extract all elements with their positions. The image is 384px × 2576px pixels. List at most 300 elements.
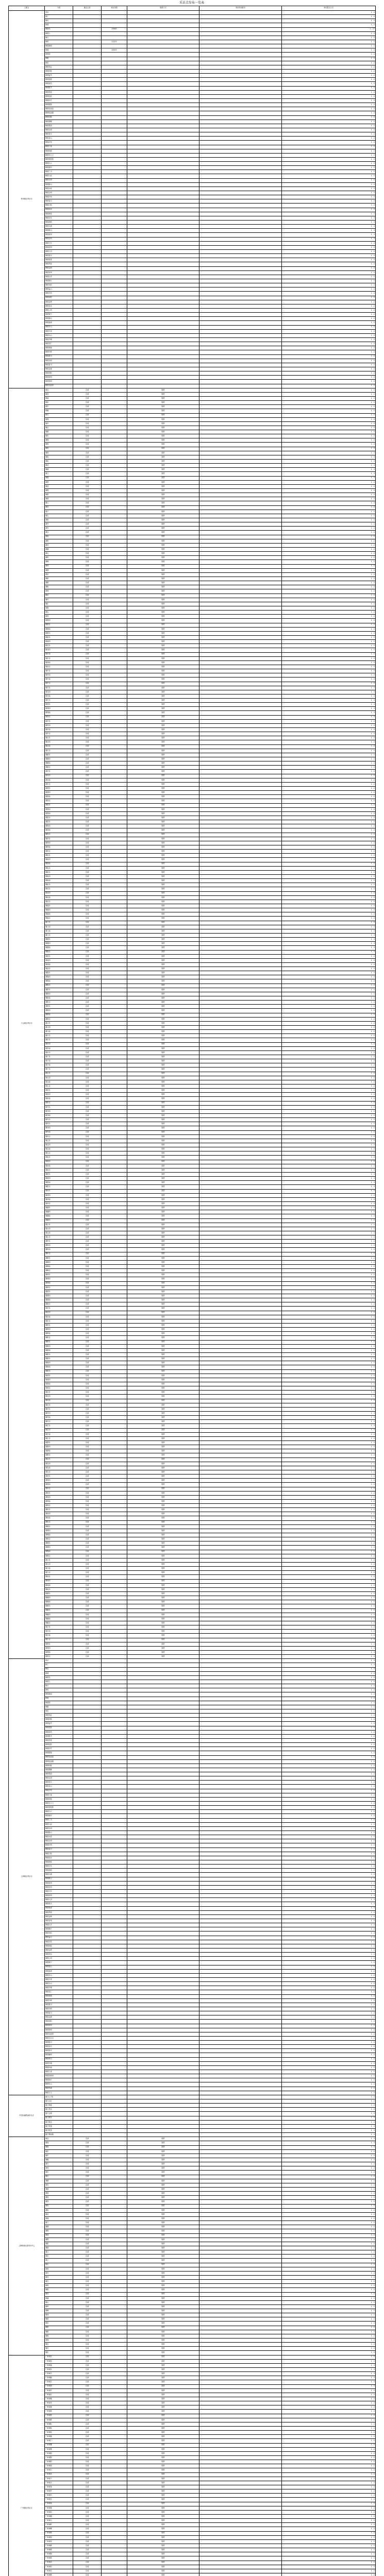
table-cell: 总部 <box>73 879 102 883</box>
cell-name: 城花西 <box>45 1311 73 1315</box>
table-cell <box>127 128 199 132</box>
table-cell: 1、2 <box>282 2317 376 2321</box>
table-cell <box>102 883 127 887</box>
table-cell <box>102 149 127 153</box>
table-cell <box>199 1684 282 1688</box>
table-cell: 1、2 <box>282 2380 376 2384</box>
table-cell <box>199 1550 282 1554</box>
table-cell: 总部 <box>73 1432 102 1436</box>
cell-name: 城边 <box>45 2280 73 2284</box>
table-cell: 期货 <box>127 405 199 409</box>
table-cell: 期货 <box>127 799 199 803</box>
table-cell <box>102 2414 127 2418</box>
cell-name: 城林 <box>45 2313 73 2317</box>
table-row <box>9 1332 376 1336</box>
table-cell <box>127 2045 199 2049</box>
table-cell <box>102 1600 127 1604</box>
table-cell: 总部 <box>73 2326 102 2330</box>
cell-name: 韩剧 <box>45 57 73 61</box>
table-row <box>9 208 376 212</box>
table-cell <box>199 820 282 824</box>
table-cell: 期货 <box>127 866 199 870</box>
table-cell: 1、2 <box>282 1466 376 1470</box>
table-row <box>9 1307 376 1311</box>
cell-name: 韩国留学 <box>45 1722 73 1726</box>
table-row <box>9 2519 376 2523</box>
table-cell: 总部 <box>73 2284 102 2288</box>
table-row <box>9 514 376 518</box>
table-cell: 期货 <box>127 1168 199 1172</box>
table-cell <box>102 2397 127 2401</box>
table-cell <box>102 1034 127 1038</box>
cell-name: 城固 <box>45 497 73 501</box>
table-cell <box>199 1067 282 1072</box>
table-cell: 1、2 <box>282 2112 376 2116</box>
table-cell <box>127 333 199 337</box>
table-cell: 总部 <box>73 1508 102 1512</box>
table-cell: 总部 <box>73 811 102 816</box>
table-cell <box>102 1403 127 1407</box>
table-cell: 总部 <box>73 417 102 421</box>
table-cell <box>199 354 282 359</box>
table-cell <box>73 1839 102 1843</box>
table-cell <box>102 1772 127 1776</box>
table-cell <box>199 480 282 484</box>
cell-name: 城阳 <box>45 2242 73 2246</box>
table-cell: 总部 <box>73 514 102 518</box>
table-cell <box>102 707 127 711</box>
table-row <box>9 1655 376 1659</box>
table-row <box>9 182 376 187</box>
table-cell: 期货 <box>127 1344 199 1348</box>
table-cell <box>102 2028 127 2032</box>
table-cell <box>199 719 282 723</box>
table-cell: 1、2 <box>282 472 376 476</box>
table-cell: 期货 <box>127 438 199 443</box>
table-cell <box>73 1902 102 1906</box>
table-cell: 总部 <box>73 1046 102 1050</box>
table-cell: 总部 <box>73 1302 102 1307</box>
table-cell: 1、2 <box>282 665 376 669</box>
table-cell: 1、2 <box>282 170 376 174</box>
table-cell <box>102 2158 127 2162</box>
table-cell <box>102 2162 127 2166</box>
table-cell: 期货 <box>127 522 199 527</box>
table-cell: 1、2 <box>282 703 376 707</box>
table-cell <box>199 401 282 405</box>
table-cell <box>199 1571 282 1575</box>
table-cell: 期货 <box>127 2225 199 2229</box>
table-cell: 总部 <box>73 2233 102 2238</box>
table-cell: 1、2 <box>282 862 376 866</box>
table-cell <box>127 1814 199 1818</box>
table-cell <box>199 2514 282 2518</box>
table-cell <box>102 2149 127 2154</box>
cell-name: 城峰 <box>45 2309 73 2313</box>
table-row <box>9 2032 376 2036</box>
table-cell <box>102 2137 127 2141</box>
table-row <box>9 929 376 933</box>
table-cell: 总部 <box>73 958 102 962</box>
cell-name: 城楼北 <box>45 950 73 954</box>
table-cell: 1、2 <box>282 2041 376 2045</box>
table-cell <box>102 1214 127 1218</box>
table-cell: 总部 <box>73 2418 102 2422</box>
table-cell: 总部 <box>73 933 102 937</box>
table-cell <box>73 2099 102 2104</box>
table-cell <box>127 1714 199 1718</box>
table-row <box>9 124 376 128</box>
cell-name: 韩国浦项 <box>45 221 73 225</box>
table-cell: 总部 <box>73 2162 102 2166</box>
cell-name: 城阳西 <box>45 992 73 996</box>
table-row <box>9 1218 376 1223</box>
table-row <box>9 1214 376 1218</box>
table-cell: 1、2 <box>282 262 376 266</box>
table-cell: 总部 <box>73 1021 102 1025</box>
table-cell: 1、2 <box>282 2494 376 2498</box>
table-cell: 1、2 <box>282 1113 376 1117</box>
table-cell <box>102 283 127 287</box>
table-cell: 总部 <box>73 2137 102 2141</box>
cell-name: 韩国华城 <box>45 1986 73 1990</box>
table-cell: 1、2 <box>282 577 376 581</box>
table-cell <box>102 1231 127 1235</box>
table-cell: 1、2 <box>282 2304 376 2309</box>
table-cell: 期货 <box>127 1005 199 1009</box>
table-row <box>9 2502 376 2506</box>
table-cell <box>102 1927 127 1931</box>
table-cell <box>127 141 199 145</box>
table-cell <box>73 2065 102 2070</box>
table-cell: 期货 <box>127 992 199 996</box>
table-cell: 1、2 <box>282 1097 376 1101</box>
table-cell: 1、2 <box>282 1923 376 1927</box>
table-cell: 1、2 <box>282 2326 376 2330</box>
table-cell: 1、2 <box>282 111 376 115</box>
table-cell: 1、2 <box>282 2435 376 2439</box>
table-row <box>9 2376 376 2380</box>
table-row <box>9 1919 376 1923</box>
table-cell: 期货 <box>127 2238 199 2242</box>
table-cell: 1、2 <box>282 1105 376 1109</box>
table-cell <box>73 1705 102 1709</box>
table-cell <box>127 233 199 237</box>
table-cell: 期货 <box>127 1575 199 1579</box>
table-row <box>9 354 376 359</box>
table-row <box>9 1499 376 1503</box>
table-cell <box>73 170 102 174</box>
table-cell <box>102 816 127 820</box>
table-cell <box>127 371 199 376</box>
table-cell <box>199 421 282 426</box>
table-row <box>9 1508 376 1512</box>
table-cell <box>102 204 127 208</box>
table-cell <box>102 208 127 212</box>
table-cell: 1、2 <box>282 476 376 480</box>
table-cell: 期货 <box>127 979 199 984</box>
table-cell: 期货 <box>127 656 199 660</box>
table-cell <box>102 44 127 48</box>
table-cell <box>102 803 127 807</box>
table-cell: 1、2 <box>282 2443 376 2447</box>
table-row <box>9 1361 376 1365</box>
table-cell: 1、2 <box>282 946 376 950</box>
table-cell <box>199 1332 282 1336</box>
table-cell: 期货 <box>127 1646 199 1650</box>
table-cell <box>199 1298 282 1302</box>
table-cell <box>199 984 282 988</box>
table-cell: 总部 <box>73 2569 102 2573</box>
table-row <box>9 833 376 837</box>
cell-name: 韩国东大门 <box>45 1802 73 1806</box>
table-cell: 1、2 <box>282 1898 376 1902</box>
table-cell <box>73 1659 102 1663</box>
table-cell: 期货 <box>127 2368 199 2372</box>
table-cell <box>199 1743 282 1747</box>
cell-name: 城郊东 <box>45 703 73 707</box>
table-row <box>9 2192 376 2196</box>
table-cell: 总部 <box>73 669 102 673</box>
cell-name: 城站 <box>45 2212 73 2216</box>
table-cell <box>127 237 199 241</box>
cell-name: 城村东 <box>45 1407 73 1411</box>
table-cell <box>102 938 127 942</box>
cell-name: 城铁 <box>45 451 73 455</box>
table-cell: 1、2 <box>282 1642 376 1646</box>
table-cell: 1、2 <box>282 2422 376 2426</box>
table-cell <box>102 2061 127 2065</box>
table-row <box>9 2355 376 2359</box>
table-cell <box>199 1265 282 1269</box>
table-cell <box>127 287 199 292</box>
table-row <box>9 376 376 380</box>
table-cell <box>102 2313 127 2317</box>
table-row <box>9 2304 376 2309</box>
table-cell <box>199 1575 282 1579</box>
cell-name: 采访 <box>45 11 73 15</box>
table-cell: 1、2 <box>282 187 376 191</box>
table-cell <box>199 15 282 19</box>
table-cell <box>199 1214 282 1218</box>
table-cell: 1、2 <box>282 2359 376 2363</box>
table-cell <box>73 1768 102 1772</box>
table-row <box>9 883 376 887</box>
table-cell: 1、2 <box>282 564 376 568</box>
table-cell <box>102 996 127 1001</box>
table-cell: 期货 <box>127 2443 199 2447</box>
cell-name: 韩国偶像 <box>45 120 73 124</box>
table-cell: 1、2 <box>282 1067 376 1072</box>
table-cell: 总部 <box>73 460 102 464</box>
cell-name: 城堞东 <box>45 1541 73 1546</box>
table-cell <box>102 1646 127 1650</box>
table-cell: 1、2 <box>282 820 376 824</box>
cell-name: 韩国先 <box>45 1675 73 1680</box>
table-cell <box>199 1600 282 1604</box>
table-cell <box>199 967 282 971</box>
table-cell <box>102 2447 127 2451</box>
table-cell: 1、2 <box>282 791 376 795</box>
table-cell <box>199 1436 282 1440</box>
table-cell: 期货 <box>127 891 199 895</box>
table-cell: 1、2 <box>282 1818 376 1822</box>
table-cell <box>199 1554 282 1558</box>
table-cell <box>102 53 127 57</box>
table-cell <box>199 1764 282 1768</box>
table-cell <box>102 2489 127 2494</box>
table-cell: 1、2 <box>282 1168 376 1172</box>
table-row <box>9 962 376 967</box>
cell-name: 韩国瑞山 <box>45 1965 73 1969</box>
cell-name: 城岭南 <box>45 1248 73 1252</box>
table-cell: 总部 <box>73 2242 102 2246</box>
table-cell: 总部 <box>73 1579 102 1583</box>
table-row <box>9 132 376 137</box>
table-cell: 期货 <box>127 1420 199 1424</box>
table-cell <box>199 1475 282 1479</box>
table-cell <box>102 594 127 598</box>
table-cell: 期货 <box>127 1550 199 1554</box>
table-cell <box>73 132 102 137</box>
cell-name: 城路东 <box>45 1340 73 1344</box>
table-cell <box>73 2015 102 2020</box>
table-row <box>9 1089 376 1093</box>
table-cell <box>199 342 282 346</box>
table-cell <box>102 296 127 300</box>
table-cell <box>199 484 282 488</box>
table-cell <box>102 287 127 292</box>
table-cell <box>102 1734 127 1738</box>
table-cell: 1、2 <box>282 1089 376 1093</box>
cell-name: 湛江物流 <box>45 2104 73 2108</box>
table-cell <box>73 86 102 90</box>
table-cell: 期货 <box>127 1319 199 1323</box>
table-cell: 总部 <box>73 979 102 984</box>
cell-name: 韩国江陵 <box>45 204 73 208</box>
table-cell: 1、2 <box>282 2338 376 2343</box>
table-row <box>9 2405 376 2410</box>
table-cell <box>73 208 102 212</box>
table-row <box>9 275 376 279</box>
table-cell: 总部 <box>73 870 102 874</box>
table-cell <box>73 1873 102 1877</box>
table-cell: 期货 <box>127 807 199 811</box>
table-row <box>9 1093 376 1097</box>
table-cell <box>102 480 127 484</box>
table-row <box>9 36 376 40</box>
cell-name: 韩国演员 <box>45 1730 73 1734</box>
table-cell: 1、2 <box>282 2372 376 2376</box>
cell-name: 广州城外 <box>45 2489 73 2494</box>
table-row <box>9 1193 376 1197</box>
table-cell: 期货 <box>127 958 199 962</box>
table-cell <box>199 1881 282 1885</box>
table-cell <box>199 2020 282 2024</box>
table-cell <box>102 2468 127 2472</box>
table-cell <box>102 270 127 275</box>
table-cell <box>127 1772 199 1776</box>
table-cell <box>73 359 102 363</box>
table-cell <box>199 1407 282 1411</box>
table-row <box>9 2343 376 2347</box>
table-cell: 期货 <box>127 2204 199 2208</box>
cell-name: 城角 <box>45 2284 73 2288</box>
table-cell: 期货 <box>127 535 199 539</box>
cell-name: 湛江仓储 <box>45 2112 73 2116</box>
table-cell: 1、2 <box>282 1563 376 1567</box>
table-cell: 期货 <box>127 1118 199 1122</box>
cell-name: 韩国世宗 <box>45 254 73 258</box>
table-cell <box>102 728 127 732</box>
table-cell <box>199 74 282 78</box>
table-cell: 1、2 <box>282 1126 376 1130</box>
table-cell <box>127 2015 199 2020</box>
table-cell <box>102 2141 127 2145</box>
cell-name: 广州城市 <box>45 2401 73 2405</box>
table-cell: 1、2 <box>282 1470 376 1474</box>
table-cell: 1、2 <box>282 2309 376 2313</box>
table-row <box>9 946 376 950</box>
table-cell <box>102 2514 127 2518</box>
table-cell <box>199 1134 282 1139</box>
cell-name: 韩国新村 <box>45 166 73 170</box>
cell-name: 城巷 <box>45 589 73 594</box>
table-cell <box>73 1697 102 1701</box>
table-cell <box>102 137 127 141</box>
table-row <box>9 69 376 73</box>
table-cell <box>199 94 282 98</box>
table-row <box>9 1961 376 1965</box>
cell-name: 城郊 <box>45 2166 73 2171</box>
cell-name: 韩国保宁 <box>45 313 73 317</box>
table-cell <box>199 510 282 514</box>
table-cell <box>102 711 127 715</box>
table-cell: 总部 <box>73 690 102 694</box>
table-cell <box>102 669 127 673</box>
table-cell <box>102 120 127 124</box>
table-cell <box>199 1738 282 1742</box>
table-cell <box>199 1206 282 1210</box>
table-cell <box>102 2120 127 2124</box>
table-cell: 总部 <box>73 585 102 589</box>
table-cell <box>127 120 199 124</box>
table-cell <box>102 560 127 564</box>
table-row <box>9 363 376 367</box>
table-row <box>9 686 376 690</box>
table-cell <box>199 895 282 900</box>
table-cell <box>199 1856 282 1860</box>
table-cell <box>199 1089 282 1093</box>
table-cell: 总部 <box>73 917 102 921</box>
table-cell: 1、2 <box>282 1990 376 1994</box>
table-cell: 1、2 <box>282 31 376 36</box>
table-cell <box>199 929 282 933</box>
table-cell <box>102 1714 127 1718</box>
table-cell <box>102 300 127 304</box>
table-row <box>9 44 376 48</box>
table-row <box>9 2099 376 2104</box>
table-cell <box>102 2401 127 2405</box>
cell-name: 韩国世宗 <box>45 1902 73 1906</box>
table-cell <box>102 2539 127 2544</box>
cell-name: 城巷 <box>45 2338 73 2343</box>
table-cell: 总部 <box>73 2355 102 2359</box>
table-cell <box>102 787 127 791</box>
table-cell <box>102 325 127 329</box>
table-cell <box>199 2309 282 2313</box>
table-cell <box>127 212 199 216</box>
